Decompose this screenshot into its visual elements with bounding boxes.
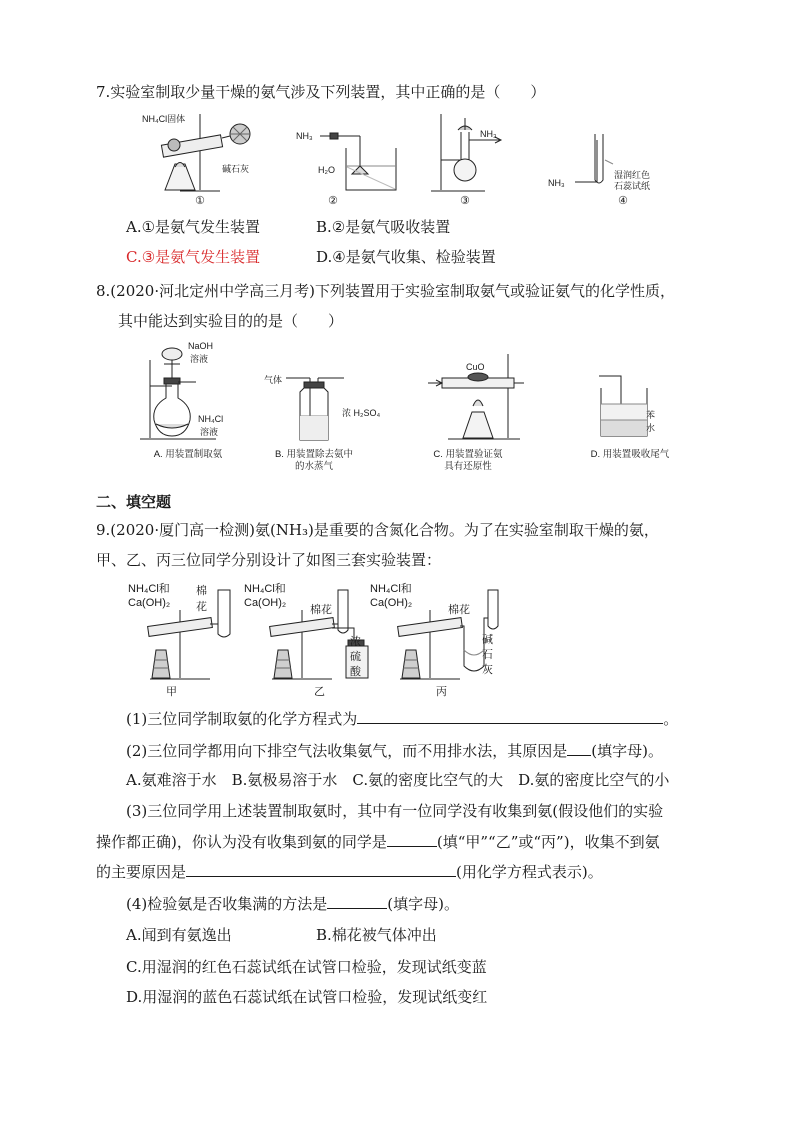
q7-label-nh3-in4: NH₃: [548, 178, 565, 188]
q9-part4-option-a: A.闻到有氨逸出: [126, 926, 232, 944]
q9-part3-line3: [96, 861, 603, 882]
q8-caption-b1: B. 用装置除去氨中: [274, 449, 354, 460]
q9-part3-line3-b: (用化学方程式表示)。: [456, 863, 603, 881]
q9-label-jia: 甲: [166, 686, 177, 698]
q7-label-nh3-in: NH₃: [296, 131, 313, 141]
q9-label-bing: 丙: [436, 686, 447, 698]
q9-intro-line1: 9.(2020·厦门高一检测)氨(NH₃)是重要的含氮化合物。为了在实验室制取干燥的氨，: [96, 521, 659, 539]
q9-part3-line2-b: (填“甲”“乙”或“丙”)，收集不到氨: [436, 833, 660, 851]
q7-option-a: A.①是氨气发生装置: [126, 218, 261, 236]
q8-stem-line1: 8.(2020·河北定州中学高三月考)下列装置用于实验室制取氨气或验证氨气的化学性质，: [96, 282, 675, 300]
q9-part4-blank[interactable]: [327, 893, 387, 909]
q9-bing-lime-3: 灰: [482, 664, 493, 676]
q9-part3-line2: [96, 831, 660, 852]
q9-part4-end: (填字母)。: [387, 895, 459, 913]
q9-yi-acid-1: 浓: [350, 636, 361, 648]
q9-part2-text: (2)三位同学都用向下排空气法收集氨气，而不用排水法，其原因是: [126, 742, 568, 760]
q8-caption-d: D. 用装置吸收尾气: [590, 449, 670, 460]
q9-jia-reagent-b: Ca(OH)₂: [128, 597, 171, 609]
q7-number-3: ③: [460, 195, 470, 207]
q9-part2-options: A.氨难溶于水 B.氨极易溶于水 C.氨的密度比空气的大 D.氨的密度比空气的小: [126, 771, 670, 789]
q7-number-1: ①: [195, 195, 205, 207]
q9-yi-acid-3: 酸: [350, 666, 361, 678]
q9-yi-reagent-a: NH₄Cl和: [244, 583, 286, 595]
q9-part3-line2-a: 操作都正确)，你认为没有收集到氨的同学是: [96, 833, 387, 851]
q8-label-nh4cl: NH₄Cl: [198, 414, 224, 424]
q9-part3-blank1[interactable]: [387, 831, 437, 847]
q8-label-solution1: 溶液: [190, 354, 209, 364]
q9-bing-lime-2: 石: [482, 649, 493, 661]
q8-caption-c2: 具有还原性: [444, 461, 492, 472]
q9-part4-option-c: C.用湿润的红色石蕊试纸在试管口检验，发现试纸变蓝: [126, 958, 487, 976]
q8-caption-c1: C. 用装置验证氨: [433, 449, 503, 460]
q7-option-d: D.④是氨气收集、检验装置: [316, 248, 496, 266]
q9-part4-text: (4)检验氨是否收集满的方法是: [126, 895, 328, 913]
q8-label-gas: 气体: [264, 375, 283, 385]
q8-label-benzene1: 苯: [646, 410, 656, 420]
q9-part4-option-d: D.用湿润的蓝色石蕊试纸在试管口检验，发现试纸变红: [126, 988, 488, 1006]
q9-jia-cotton-a: 棉: [196, 585, 207, 597]
q7-number-2: ②: [328, 195, 338, 207]
q7-apparatus-2: [300, 130, 400, 195]
q8-stem-line2: 其中能达到实验目的的是（ ）: [118, 312, 344, 330]
q9-jia-cotton-b: 花: [196, 601, 207, 613]
q9-part4: [126, 893, 459, 914]
q9-part3-line1: (3)三位同学用上述装置制取氨时，其中有一位同学没有收集到氨(假设他们的实验: [126, 802, 664, 820]
q8-label-solution2: 溶液: [200, 427, 219, 437]
q7-apparatus-3: [425, 112, 505, 192]
q9-part1: [126, 708, 678, 729]
q9-part2-end: (填字母)。: [591, 742, 663, 760]
q8-caption-a: A. 用装置制取氨: [153, 449, 223, 460]
q9-part2-blank[interactable]: [567, 740, 591, 756]
q8-label-naoh: NaOH: [188, 341, 214, 351]
q9-bing-reagent-a: NH₄Cl和: [370, 583, 412, 595]
q9-bing-cotton: 棉花: [448, 604, 470, 616]
q9-part1-text: (1)三位同学制取氨的化学方程式为: [126, 710, 358, 728]
q9-jia-reagent-a: NH₄Cl和: [128, 583, 170, 595]
q7-label-sodalime: 碱石灰: [222, 164, 250, 174]
section-title: 二、填空题: [96, 493, 172, 511]
q7-label-h2o: H₂O: [318, 165, 335, 175]
q8-label-benzene2: 水: [646, 423, 656, 433]
q9-yi-reagent-b: Ca(OH)₂: [244, 597, 287, 609]
q7-option-c: C.③是氨气发生装置: [126, 248, 261, 266]
q7-label-nh4cl: NH₄Cl固体: [142, 114, 186, 124]
q7-option-b: B.②是氨气吸收装置: [316, 218, 451, 236]
q9-part2: [126, 740, 663, 761]
q8-caption-b2: 的水蒸气: [294, 461, 333, 472]
q7-label-litmus1: 湿润红色: [614, 170, 651, 180]
q7-label-nh3-out: NH₃: [480, 129, 497, 139]
q9-bing-reagent-b: Ca(OH)₂: [370, 597, 413, 609]
q7-stem: 7.实验室制取少量干燥的氨气涉及下列装置，其中正确的是（ ）: [96, 83, 546, 101]
q7-label-litmus2: 石蕊试纸: [614, 181, 651, 191]
q9-part1-end: 。: [663, 710, 679, 728]
q8-label-h2so4: 浓 H₂SO₄: [342, 408, 381, 418]
q9-part1-blank[interactable]: [357, 708, 663, 724]
q9-yi-cotton: 棉花: [310, 604, 332, 616]
q9-bing-lime-1: 碱: [482, 634, 493, 646]
q9-label-yi: 乙: [314, 686, 325, 698]
q9-intro-line2: 甲、乙、丙三位同学分别设计了如图三套实验装置：: [96, 551, 442, 569]
q8-label-cuo: CuO: [466, 362, 485, 372]
q9-part3-blank2[interactable]: [186, 861, 456, 877]
q9-yi-acid-2: 硫: [350, 651, 361, 663]
q7-number-4: ④: [618, 195, 628, 207]
q9-part4-option-b: B.棉花被气体冲出: [316, 926, 437, 944]
q9-part3-line3-a: 的主要原因是: [96, 863, 187, 881]
